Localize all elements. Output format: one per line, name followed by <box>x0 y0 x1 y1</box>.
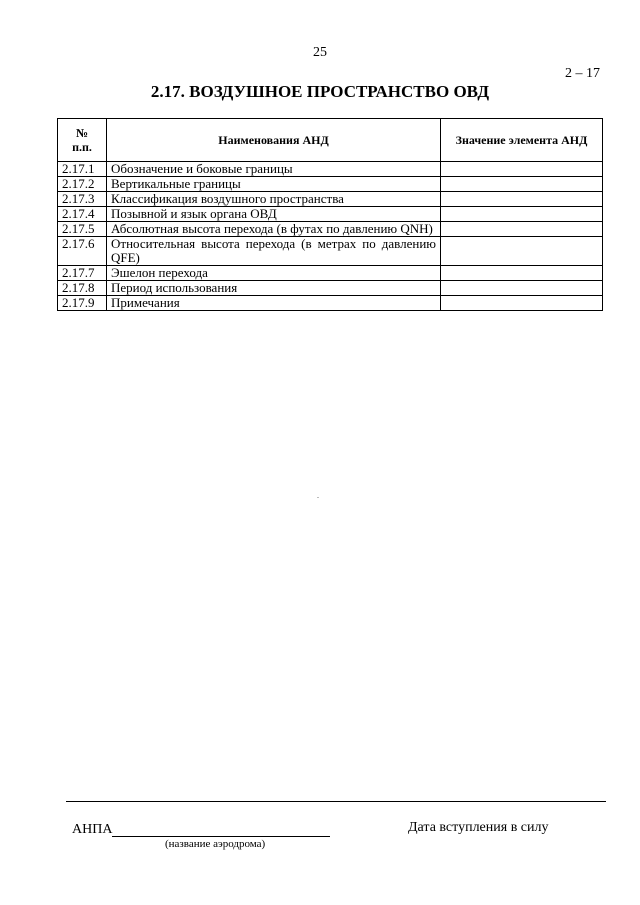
row-value <box>441 222 603 237</box>
page-number: 25 <box>313 45 327 60</box>
row-number: 2.17.1 <box>58 162 107 177</box>
row-name: Примечания <box>107 296 441 311</box>
row-number: 2.17.8 <box>58 281 107 296</box>
row-name: Период использования <box>107 281 441 296</box>
row-name: Обозначение и боковые границы <box>107 162 441 177</box>
row-value <box>441 237 603 266</box>
column-header-value: Значение элемента АНД <box>441 119 603 162</box>
table-row <box>58 296 603 311</box>
table-row <box>58 281 603 296</box>
section-title: 2.17. ВОЗДУШНОЕ ПРОСТРАНСТВО ОВД <box>150 82 490 101</box>
table-row <box>58 177 603 192</box>
row-name: Позывной и язык органа ОВД <box>107 207 441 222</box>
row-value <box>441 296 603 311</box>
scan-speck <box>317 497 319 498</box>
and-table <box>57 118 603 311</box>
row-value <box>441 162 603 177</box>
row-number: 2.17.6 <box>58 237 107 266</box>
row-number: 2.17.5 <box>58 222 107 237</box>
table-row <box>58 266 603 281</box>
column-header-number <box>58 119 107 162</box>
table-header-row <box>58 119 603 162</box>
row-value <box>441 281 603 296</box>
table-row <box>58 207 603 222</box>
row-name: Классификация воздушного пространства <box>107 192 441 207</box>
table-row <box>58 162 603 177</box>
effective-date-label: Дата вступления в силу <box>408 820 549 835</box>
row-number: 2.17.4 <box>58 207 107 222</box>
table-row <box>58 192 603 207</box>
table-row <box>58 222 603 237</box>
row-number: 2.17.3 <box>58 192 107 207</box>
column-header-number-text: № п.п. <box>72 126 92 154</box>
row-value <box>441 177 603 192</box>
footer-divider <box>66 801 606 802</box>
section-code: 2 – 17 <box>565 66 600 81</box>
row-number: 2.17.2 <box>58 177 107 192</box>
row-name: Вертикальные границы <box>107 177 441 192</box>
table-row <box>58 237 603 266</box>
row-value <box>441 207 603 222</box>
row-name: Относительная высота перехода (в метрах по давлению QFE) <box>107 237 441 266</box>
row-number: 2.17.7 <box>58 266 107 281</box>
row-number: 2.17.9 <box>58 296 107 311</box>
row-value <box>441 192 603 207</box>
row-name: Эшелон перехода <box>107 266 441 281</box>
row-name: Абсолютная высота перехода (в футах по давлению QNH) <box>107 222 441 237</box>
row-value <box>441 266 603 281</box>
footer-anpa-label: АНПА <box>72 822 113 837</box>
aerodrome-name-caption: (название аэродрома) <box>165 838 266 850</box>
column-header-name: Наименования АНД <box>107 119 441 162</box>
aerodrome-name-field <box>112 836 330 837</box>
